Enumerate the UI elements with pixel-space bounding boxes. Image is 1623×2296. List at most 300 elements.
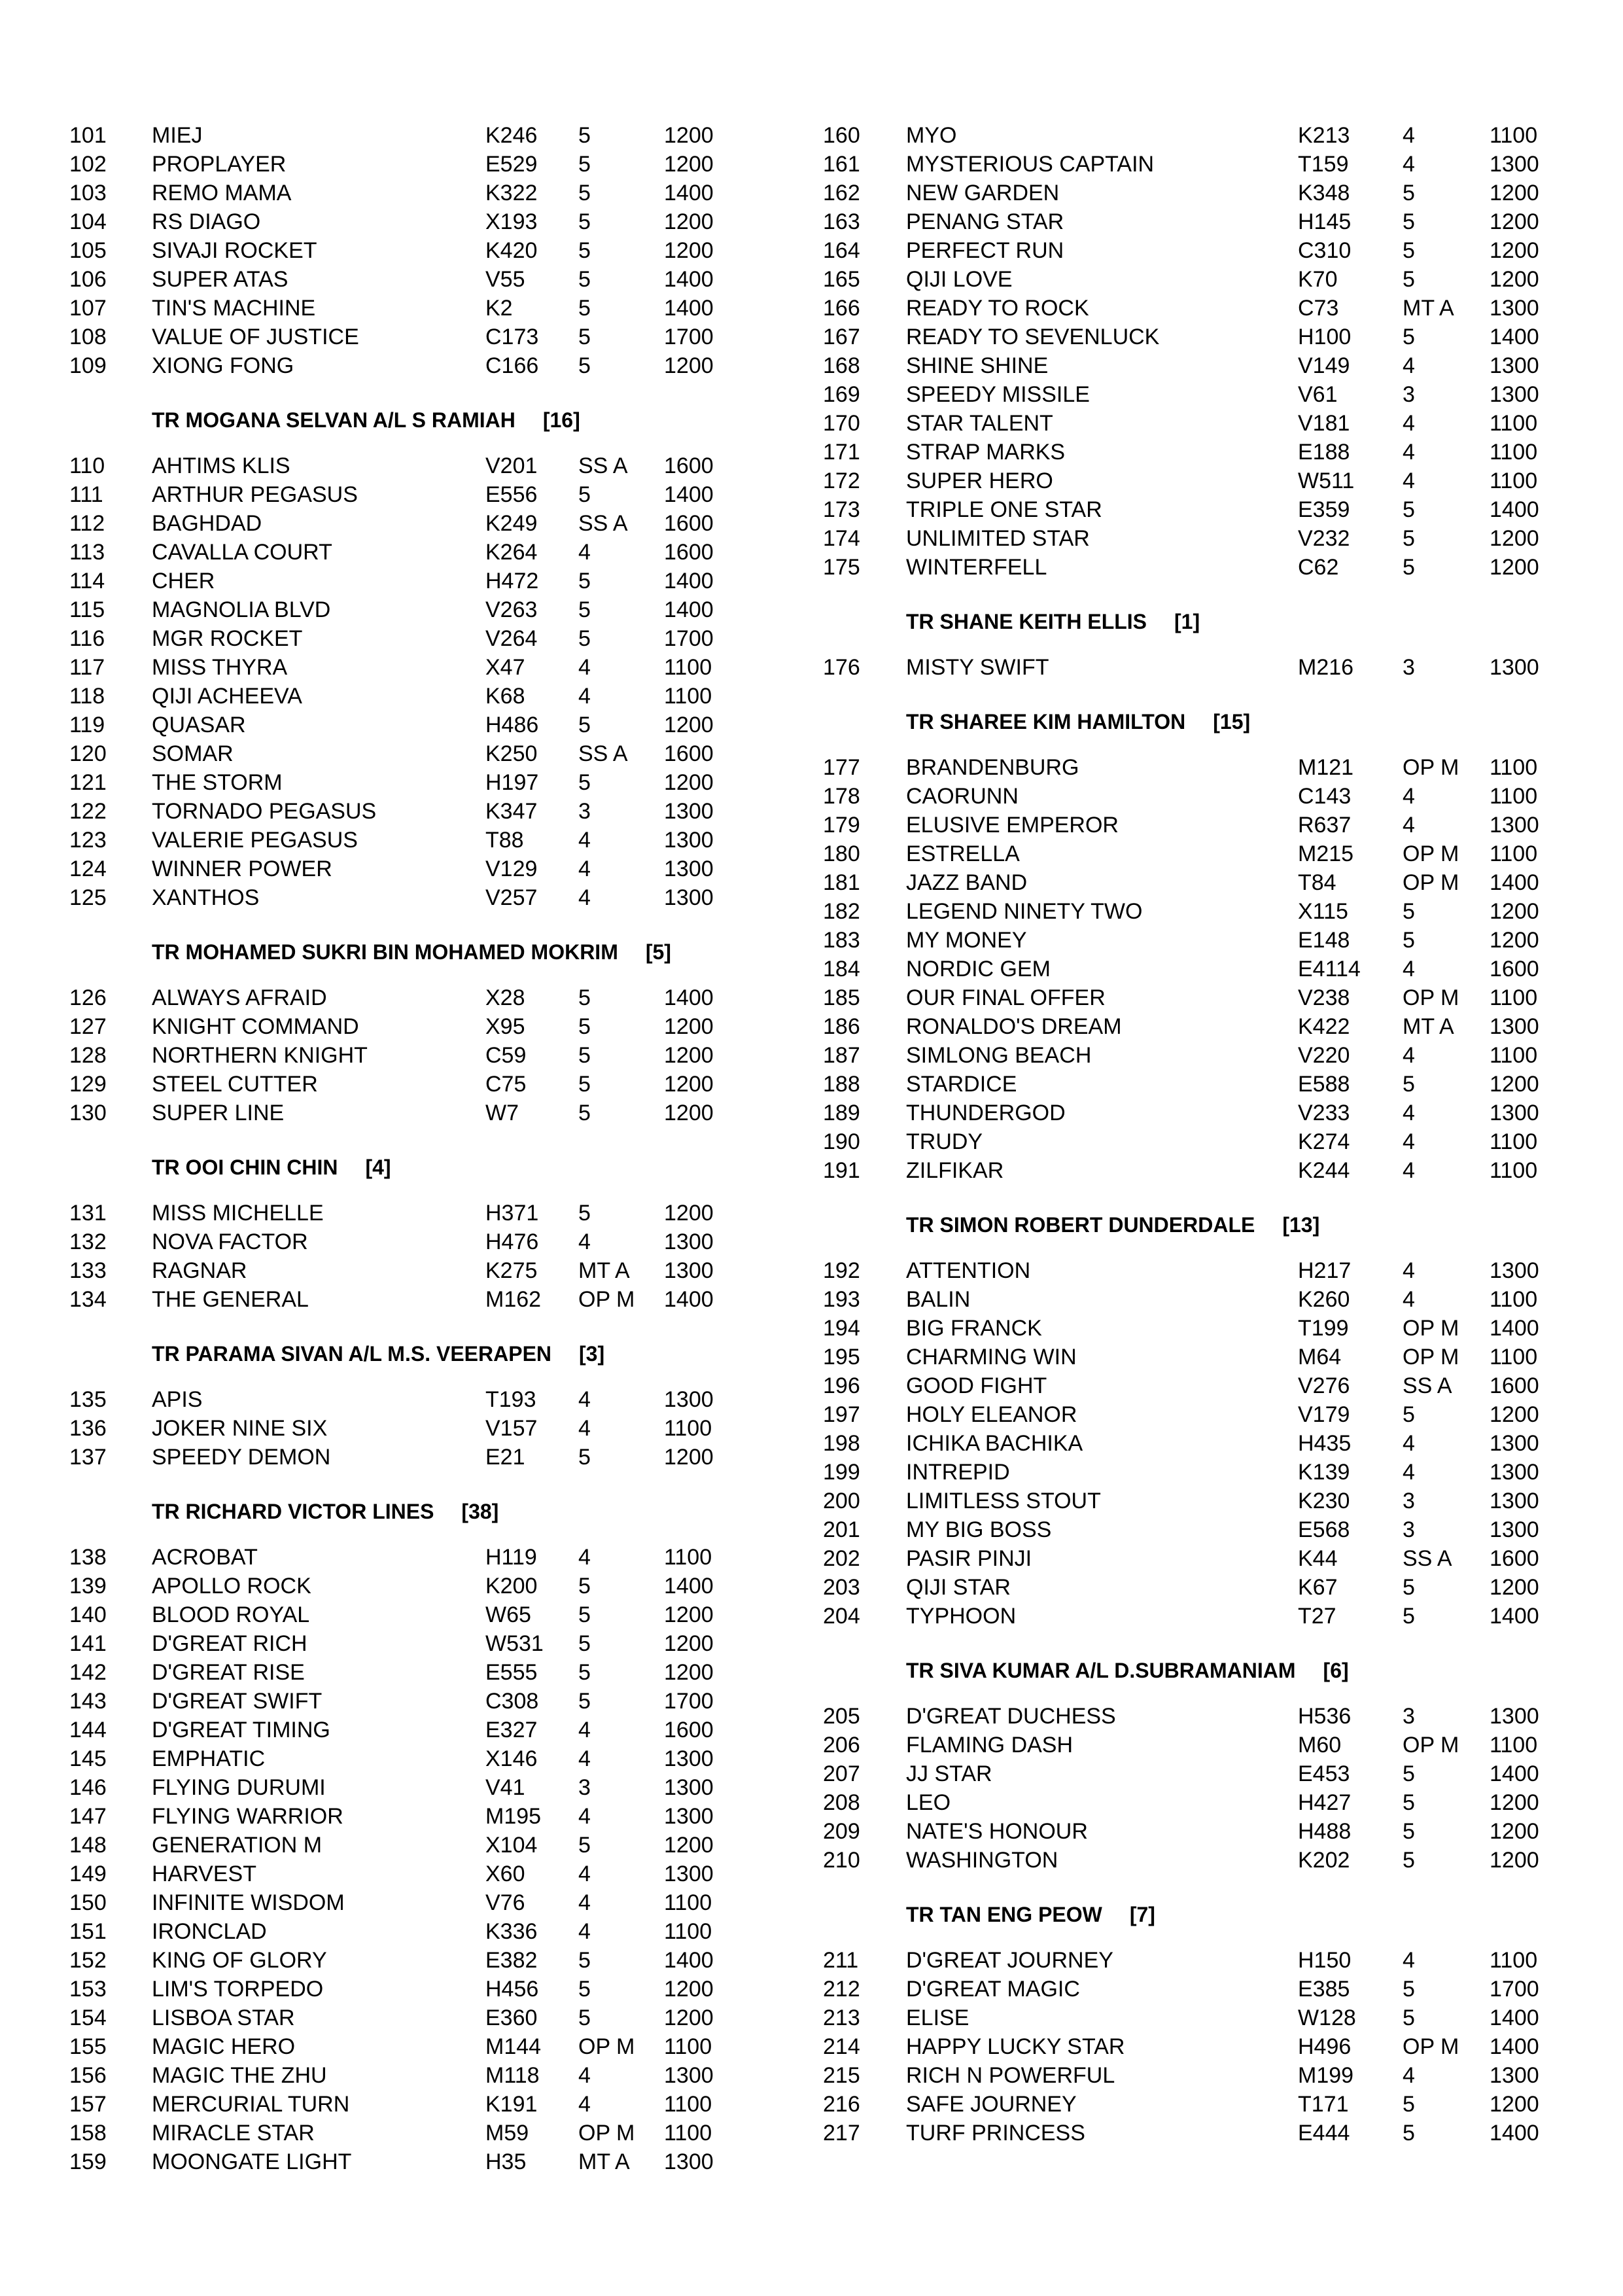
horse-rating: 1300	[664, 1804, 714, 1829]
horse-name: RONALDO'S DREAM	[906, 1014, 1122, 1039]
horse-class: 5	[578, 209, 591, 234]
horse-class: 4	[578, 2063, 591, 2088]
horse-name: MISS THYRA	[152, 655, 288, 680]
horse-rating: 1200	[664, 1101, 714, 1125]
horse-row	[823, 1099, 1575, 1127]
horse-code: M216	[1298, 655, 1354, 680]
trainer-header	[823, 1875, 1575, 1946]
horse-name: INTREPID	[906, 1460, 1010, 1485]
horse-class: SS A	[1403, 1373, 1452, 1398]
horse-number: 162	[823, 181, 860, 205]
horse-class: 3	[578, 799, 591, 824]
horse-number: 146	[69, 1775, 107, 1800]
horse-rating: 1400	[664, 267, 714, 292]
trainer-horse-count: [15]	[1213, 710, 1251, 733]
horse-rating: 1200	[1490, 181, 1539, 205]
horse-row	[69, 797, 802, 826]
horse-code: W531	[485, 1631, 544, 1656]
horse-row	[823, 1285, 1575, 1314]
horse-code: E327	[485, 1718, 538, 1742]
horse-rating: 1300	[664, 1775, 714, 1800]
horse-rating: 1100	[1490, 784, 1538, 809]
horse-row	[69, 1888, 802, 1917]
horse-code: M195	[485, 1804, 542, 1829]
horse-rating: 1300	[664, 1258, 714, 1283]
horse-rating: 1200	[664, 1445, 714, 1470]
horse-class: 4	[578, 2092, 591, 2117]
horse-code: W7	[485, 1101, 519, 1125]
horse-number: 107	[69, 296, 107, 321]
horse-name: SPEEDY MISSILE	[906, 382, 1090, 407]
horse-row	[823, 1702, 1575, 1731]
horse-number: 183	[823, 928, 860, 953]
horse-row	[823, 265, 1575, 294]
horse-name: NORDIC GEM	[906, 957, 1051, 981]
horse-code: V181	[1298, 411, 1350, 436]
horse-rating: 1100	[664, 2092, 712, 2117]
horse-class: 5	[1403, 325, 1415, 349]
horse-number: 131	[69, 1201, 107, 1226]
horse-code: K246	[485, 123, 538, 148]
horse-code: H197	[485, 770, 539, 795]
horse-class: 5	[578, 1948, 591, 1973]
horse-code: C73	[1298, 296, 1339, 321]
horse-rating: 1400	[1490, 1316, 1539, 1341]
horse-class: 4	[578, 540, 591, 565]
horse-class: 5	[1403, 1977, 1415, 2002]
horse-row	[823, 897, 1575, 926]
horse-class: 5	[578, 325, 591, 349]
horse-number: 140	[69, 1602, 107, 1627]
horse-number: 141	[69, 1631, 107, 1656]
horse-code: M64	[1298, 1345, 1342, 1369]
horse-class: 5	[578, 267, 591, 292]
horse-code: K68	[485, 684, 525, 709]
horse-class: 3	[1403, 655, 1415, 680]
horse-row	[69, 883, 802, 912]
horse-row	[823, 553, 1575, 582]
horse-name: D'GREAT MAGIC	[906, 1977, 1080, 2002]
horse-code: E444	[1298, 2121, 1350, 2146]
horse-number: 113	[69, 540, 105, 565]
horse-number: 119	[69, 713, 105, 737]
horse-row	[69, 768, 802, 797]
horse-name: CAVALLA COURT	[152, 540, 332, 565]
horse-class: 5	[1403, 899, 1415, 924]
horse-row	[69, 2119, 802, 2147]
horse-rating: 1400	[664, 482, 714, 507]
horse-class: 4	[578, 885, 591, 910]
horse-rating: 1100	[664, 655, 712, 680]
horse-class: SS A	[1403, 1546, 1452, 1571]
horse-name: LIMITLESS STOUT	[906, 1489, 1101, 1513]
horse-code: K139	[1298, 1460, 1350, 1485]
horse-name: NATE'S HONOUR	[906, 1819, 1088, 1844]
horse-code: V263	[485, 597, 538, 622]
horse-code: T84	[1298, 870, 1336, 895]
horse-number: 198	[823, 1431, 860, 1456]
horse-class: OP M	[1403, 2034, 1459, 2059]
horse-row	[823, 351, 1575, 380]
horse-rating: 1300	[664, 2149, 714, 2174]
horse-class: 5	[578, 238, 591, 263]
horse-row	[69, 480, 802, 509]
horse-rating: 1600	[664, 1718, 714, 1742]
horse-row	[69, 1744, 802, 1773]
horse-code: H476	[485, 1229, 539, 1254]
horse-class: MT A	[1403, 1014, 1454, 1039]
horse-number: 164	[823, 238, 860, 263]
horse-code: M144	[485, 2034, 542, 2059]
horse-number: 136	[69, 1416, 107, 1441]
horse-rating: 1300	[1490, 353, 1539, 378]
horse-row	[823, 438, 1575, 467]
horse-code: M59	[485, 2121, 529, 2146]
horse-name: FLAMING DASH	[906, 1733, 1073, 1757]
horse-number: 168	[823, 353, 860, 378]
horse-number: 204	[823, 1604, 860, 1629]
horse-code: V238	[1298, 985, 1350, 1010]
horse-rating: 1300	[664, 1387, 714, 1412]
horse-code: K260	[1298, 1287, 1350, 1312]
horse-code: E360	[485, 2005, 538, 2030]
horse-number: 184	[823, 957, 860, 981]
horse-rating: 1100	[1490, 468, 1538, 493]
horse-name: D'GREAT TIMING	[152, 1718, 330, 1742]
horse-row	[69, 855, 802, 883]
horse-number: 123	[69, 828, 107, 853]
horse-row	[823, 1487, 1575, 1515]
horse-name: SUPER LINE	[152, 1101, 285, 1125]
horse-number: 205	[823, 1704, 860, 1729]
horse-rating: 1100	[664, 1919, 712, 1944]
horse-code: H119	[485, 1545, 537, 1570]
horse-number: 128	[69, 1043, 107, 1068]
horse-name: THE STORM	[152, 770, 283, 795]
horse-row	[823, 179, 1575, 207]
horse-row	[69, 150, 802, 179]
horse-class: 4	[578, 1804, 591, 1829]
horse-class: 4	[1403, 1460, 1415, 1485]
horse-row	[69, 179, 802, 207]
horse-name: ARTHUR PEGASUS	[152, 482, 358, 507]
horse-code: V233	[1298, 1101, 1350, 1125]
horse-code: H496	[1298, 2034, 1352, 2059]
horse-class: 5	[1403, 2092, 1415, 2117]
horse-name: NEW GARDEN	[906, 181, 1060, 205]
horse-row	[69, 983, 802, 1012]
horse-row	[69, 1802, 802, 1831]
horse-code: E4114	[1298, 957, 1361, 981]
horse-row	[69, 2090, 802, 2119]
horse-name: SOMAR	[152, 741, 234, 766]
horse-row	[69, 826, 802, 855]
horse-row	[823, 1602, 1575, 1631]
horse-name: ELISE	[906, 2005, 969, 2030]
horse-number: 182	[823, 899, 860, 924]
horse-class: OP M	[1403, 841, 1459, 866]
horse-row	[823, 1314, 1575, 1343]
horse-number: 191	[823, 1158, 860, 1183]
horse-code: C62	[1298, 555, 1339, 580]
horse-class: 5	[578, 181, 591, 205]
horse-name: TURF PRINCESS	[906, 2121, 1085, 2146]
horse-row	[823, 495, 1575, 524]
horse-number: 217	[823, 2121, 860, 2146]
horse-number: 147	[69, 1804, 107, 1829]
horse-class: 5	[578, 123, 591, 148]
horse-number: 153	[69, 1977, 107, 2002]
horse-code: V61	[1298, 382, 1338, 407]
horse-number: 106	[69, 267, 107, 292]
horse-class: 4	[578, 1862, 591, 1886]
horse-name: BLOOD ROYAL	[152, 1602, 310, 1627]
horse-number: 195	[823, 1345, 860, 1369]
horse-class: 4	[578, 684, 591, 709]
horse-row	[823, 1544, 1575, 1573]
horse-name: MAGNOLIA BLVD	[152, 597, 331, 622]
horse-number: 115	[69, 597, 105, 622]
horse-class: 4	[1403, 1101, 1415, 1125]
horse-number: 155	[69, 2034, 107, 2059]
horse-rating: 1100	[1490, 1158, 1538, 1183]
horse-class: 3	[1403, 1517, 1415, 1542]
horse-class: 5	[578, 1574, 591, 1598]
horse-number: 170	[823, 411, 860, 436]
horse-name: ALWAYS AFRAID	[152, 985, 327, 1010]
trainer-name: TR PARAMA SIVAN A/L M.S. VEERAPEN	[152, 1342, 552, 1366]
horse-rating: 1700	[1490, 1977, 1539, 2002]
horse-code: K213	[1298, 123, 1350, 148]
horse-code: C173	[485, 325, 539, 349]
horse-number: 134	[69, 1287, 107, 1312]
horse-class: 5	[578, 1660, 591, 1685]
horse-name: APOLLO ROCK	[152, 1574, 311, 1598]
horse-rating: 1300	[1490, 1489, 1539, 1513]
horse-code: T88	[485, 828, 524, 853]
horse-code: V157	[485, 1416, 538, 1441]
horse-code: X115	[1298, 899, 1348, 924]
horse-code: E529	[485, 152, 538, 177]
horse-code: X193	[485, 209, 538, 234]
horse-rating: 1200	[664, 238, 714, 263]
horse-name: JJ STAR	[906, 1761, 992, 1786]
horse-name: STARDICE	[906, 1072, 1017, 1097]
horse-rating: 1200	[664, 1660, 714, 1685]
horse-rating: 1300	[1490, 1258, 1539, 1283]
horse-name: CHER	[152, 569, 215, 593]
horse-row	[69, 1227, 802, 1256]
horse-number: 193	[823, 1287, 860, 1312]
horse-number: 194	[823, 1316, 860, 1341]
horse-number: 187	[823, 1043, 860, 1068]
horse-row	[823, 926, 1575, 955]
horse-number: 214	[823, 2034, 860, 2059]
horse-rating: 1300	[1490, 1101, 1539, 1125]
horse-number: 108	[69, 325, 107, 349]
horse-rating: 1400	[664, 597, 714, 622]
horse-code: W511	[1298, 468, 1355, 493]
horse-code: K70	[1298, 267, 1338, 292]
horse-number: 139	[69, 1574, 107, 1598]
horse-name: STRAP MARKS	[906, 440, 1066, 465]
horse-name: HOLY ELEANOR	[906, 1402, 1077, 1427]
horse-class: 4	[578, 857, 591, 881]
horse-number: 110	[69, 453, 105, 478]
horse-class: 4	[578, 1890, 591, 1915]
horse-name: SIMLONG BEACH	[906, 1043, 1092, 1068]
horse-number: 202	[823, 1546, 860, 1571]
trainer-horse-count: [4]	[365, 1156, 391, 1179]
horse-row	[823, 955, 1575, 983]
horse-number: 181	[823, 870, 860, 895]
horse-name: MAGIC THE ZHU	[152, 2063, 327, 2088]
horse-class: 4	[1403, 1431, 1415, 1456]
horse-row	[823, 1975, 1575, 2004]
horse-row	[69, 1012, 802, 1041]
horse-class: 3	[1403, 1704, 1415, 1729]
horse-rating: 1400	[664, 296, 714, 321]
horse-rating: 1200	[1490, 1575, 1539, 1600]
horse-rating: 1400	[1490, 2121, 1539, 2146]
horse-number: 200	[823, 1489, 860, 1513]
horse-code: T159	[1298, 152, 1349, 177]
horse-code: H100	[1298, 325, 1352, 349]
horse-rating: 1100	[664, 684, 712, 709]
horse-class: 4	[1403, 1948, 1415, 1973]
horse-name: MERCURIAL TURN	[152, 2092, 350, 2117]
horse-name: IRONCLAD	[152, 1919, 267, 1944]
horse-class: 5	[1403, 1790, 1415, 1815]
horse-class: 5	[1403, 181, 1415, 205]
horse-name: JAZZ BAND	[906, 870, 1028, 895]
horse-rating: 1200	[664, 1833, 714, 1858]
horse-number: 172	[823, 468, 860, 493]
horse-name: HAPPY LUCKY STAR	[906, 2034, 1125, 2059]
horse-number: 127	[69, 1014, 107, 1039]
horse-code: K420	[485, 238, 538, 263]
horse-name: APIS	[152, 1387, 203, 1412]
horse-name: MYO	[906, 123, 957, 148]
horse-name: QIJI ACHEEVA	[152, 684, 302, 709]
horse-code: M60	[1298, 1733, 1342, 1757]
horse-rating: 1200	[1490, 555, 1539, 580]
horse-name: D'GREAT RISE	[152, 1660, 305, 1685]
horse-name: SAFE JOURNEY	[906, 2092, 1077, 2117]
horse-code: M199	[1298, 2063, 1354, 2088]
horse-rating: 1400	[664, 181, 714, 205]
horse-code: K249	[485, 511, 538, 536]
horse-number: 206	[823, 1733, 860, 1757]
horse-rating: 1400	[1490, 870, 1539, 895]
horse-row	[69, 1070, 802, 1099]
horse-name: NORTHERN KNIGHT	[152, 1043, 368, 1068]
horse-rating: 1100	[1490, 1948, 1538, 1973]
horse-rating: 1300	[664, 1229, 714, 1254]
horse-rating: 1100	[664, 1890, 712, 1915]
horse-name: SPEEDY DEMON	[152, 1445, 331, 1470]
horse-number: 177	[823, 755, 860, 780]
trainer-horse-count: [7]	[1129, 1903, 1155, 1926]
horse-row	[69, 1385, 802, 1414]
horse-row	[823, 1731, 1575, 1759]
horse-class: 4	[1403, 1158, 1415, 1183]
horse-row	[823, 409, 1575, 438]
horse-rating: 1200	[664, 1072, 714, 1097]
horse-rating: 1300	[1490, 2063, 1539, 2088]
horse-row	[69, 1041, 802, 1070]
horse-rating: 1300	[1490, 813, 1539, 838]
horse-code: C143	[1298, 784, 1352, 809]
horse-class: 5	[578, 1043, 591, 1068]
horse-number: 159	[69, 2149, 107, 2174]
horse-name: BALIN	[906, 1287, 971, 1312]
horse-row	[823, 1759, 1575, 1788]
horse-name: KNIGHT COMMAND	[152, 1014, 359, 1039]
horse-rating: 1200	[664, 123, 714, 148]
horse-number: 143	[69, 1689, 107, 1714]
horse-name: QIJI STAR	[906, 1575, 1011, 1600]
horse-code: V264	[485, 626, 538, 651]
horse-rating: 1200	[1490, 1402, 1539, 1427]
trainer-horse-count: [13]	[1282, 1213, 1320, 1237]
horse-row	[823, 1817, 1575, 1846]
horse-rating: 1100	[1490, 1345, 1538, 1369]
horse-row	[69, 1773, 802, 1802]
horse-name: LISBOA STAR	[152, 2005, 295, 2030]
horse-number: 208	[823, 1790, 860, 1815]
horse-number: 142	[69, 1660, 107, 1685]
horse-class: 5	[1403, 1848, 1415, 1873]
trainer-name: TR RICHARD VICTOR LINES	[152, 1500, 434, 1523]
horse-class: 5	[578, 353, 591, 378]
horse-name: READY TO SEVENLUCK	[906, 325, 1160, 349]
horse-number: 213	[823, 2005, 860, 2030]
horse-row	[69, 1256, 802, 1285]
horse-class: OP M	[1403, 870, 1459, 895]
horse-rating: 1100	[664, 1416, 712, 1441]
horse-number: 129	[69, 1072, 107, 1097]
horse-class: 5	[578, 1602, 591, 1627]
trainer-horse-count: [16]	[542, 408, 580, 432]
horse-name: BIG FRANCK	[906, 1316, 1042, 1341]
horse-name: PROPLAYER	[152, 152, 287, 177]
horse-number: 104	[69, 209, 107, 234]
horse-number: 117	[69, 655, 105, 680]
horse-class: 4	[578, 1919, 591, 1944]
horse-name: THE GENERAL	[152, 1287, 309, 1312]
horse-class: 5	[1403, 497, 1415, 522]
horse-name: SUPER HERO	[906, 468, 1053, 493]
horse-number: 209	[823, 1819, 860, 1844]
horse-code: E385	[1298, 1977, 1350, 2002]
horse-class: 4	[578, 1746, 591, 1771]
horse-class: 4	[578, 1718, 591, 1742]
horse-name: EMPHATIC	[152, 1746, 266, 1771]
left-column	[69, 121, 802, 2176]
horse-code: K2	[485, 296, 513, 321]
horse-code: E588	[1298, 1072, 1350, 1097]
horse-class: SS A	[578, 511, 628, 536]
horse-code: X47	[485, 655, 525, 680]
horse-row	[823, 150, 1575, 179]
horse-number: 118	[69, 684, 105, 709]
horse-rating: 1200	[1490, 2092, 1539, 2117]
horse-name: OUR FINAL OFFER	[906, 985, 1106, 1010]
horse-rating: 1400	[1490, 497, 1539, 522]
horse-row	[823, 1070, 1575, 1099]
horse-rating: 1100	[1490, 841, 1538, 866]
